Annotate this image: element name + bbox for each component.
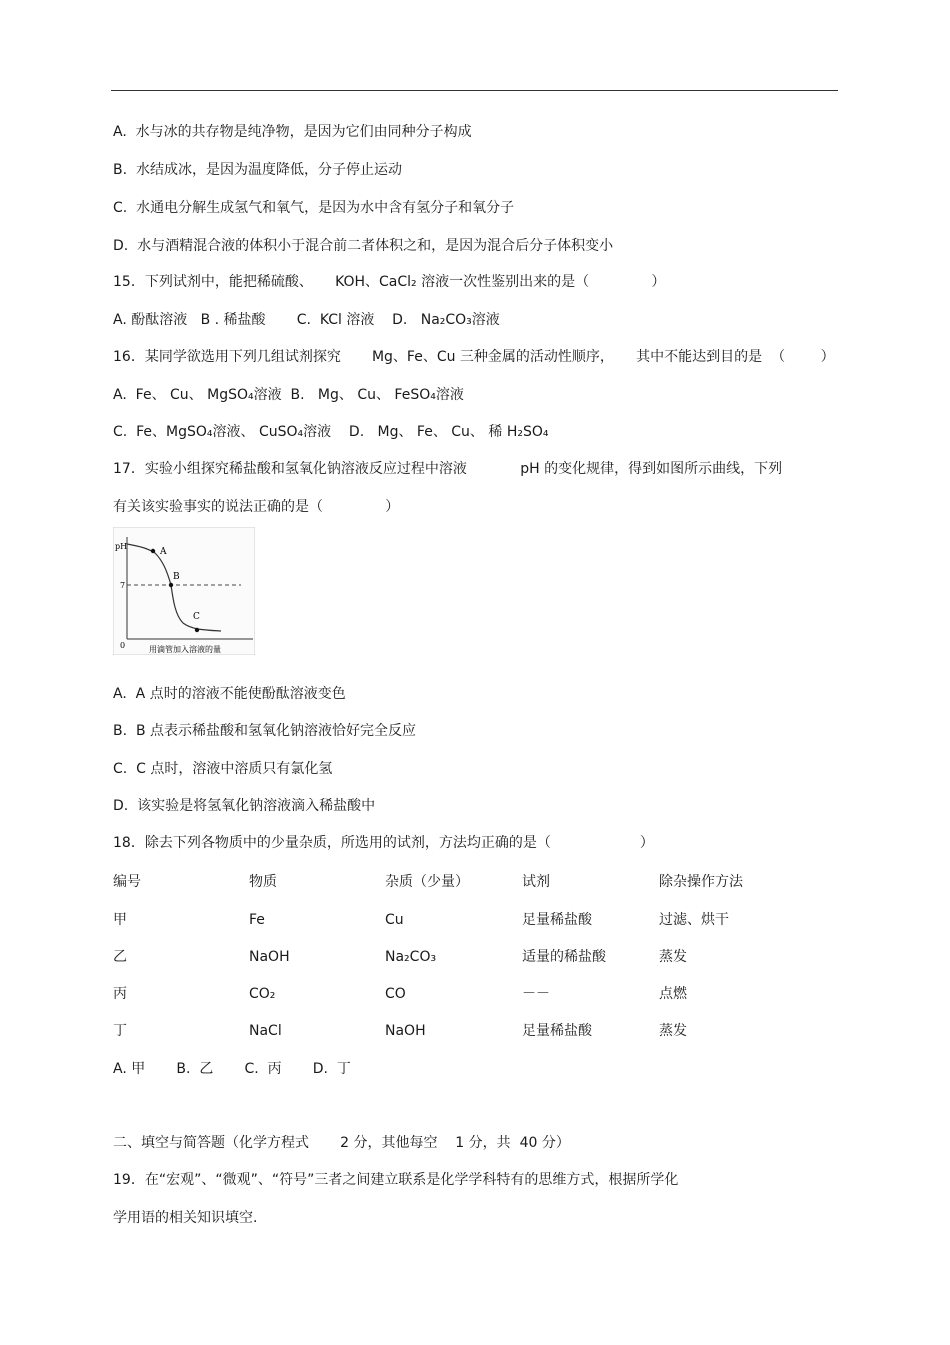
- header-cell: 试剂: [522, 874, 550, 890]
- point-a-marker: [151, 549, 155, 553]
- point-a-label: A: [160, 547, 167, 557]
- q19-line1: 19．在“宏观”、“微观”、“符号”三者之间建立联系是化学学科特有的思维方式，根据所学化: [113, 1172, 679, 1188]
- table-cell: 丙: [113, 986, 127, 1002]
- header-cell: 杂质（少量）: [385, 874, 469, 890]
- table-cell: 蒸发: [659, 949, 687, 965]
- point-b-label: B: [173, 572, 180, 582]
- table-cell: 蒸发: [659, 1023, 687, 1039]
- table-cell: Cu: [385, 912, 404, 928]
- x-axis-label: 用滴管加入溶液的量: [149, 645, 221, 654]
- table-cell: Na₂CO₃: [385, 949, 437, 965]
- q18-options: A. 甲 B. 乙 C. 丙 D. 丁: [113, 1061, 351, 1077]
- q16-options-ab: A. Fe、 Cu、 MgSO₄溶液 B. Mg、 Cu、 FeSO₄溶液: [113, 387, 464, 403]
- table-cell: CO₂: [249, 986, 276, 1002]
- q17-stem-line1: 17．实验小组探究稀盐酸和氢氧化钠溶液反应过程中溶液 pH 的变化规律，得到如图所示曲线，下列: [113, 461, 783, 477]
- table-cell: 甲: [113, 912, 127, 928]
- table-cell: NaCl: [249, 1023, 282, 1039]
- q17-stem-line2: 有关该实验事实的说法正确的是（ ）: [113, 499, 400, 515]
- section-2-heading: 二、填空与简答题（化学方程式 2 分，其他每空 1 分，共 40 分）: [113, 1135, 570, 1151]
- table-cell: 适量的稀盐酸: [522, 949, 606, 965]
- q14-option-b: B. 水结成冰，是因为温度降低，分子停止运动: [113, 162, 402, 178]
- point-b-marker: [169, 583, 173, 587]
- q15-stem: 15．下列试剂中，能把稀硫酸、 KOH、CaCl₂ 溶液一次性鉴别出来的是（ ）: [113, 274, 666, 290]
- q15-options: A. 酚酞溶液 B . 稀盐酸 C. KCl 溶液 D. Na₂CO₃溶液: [113, 312, 500, 328]
- table-cell: CO: [385, 986, 406, 1002]
- q17-option-d: D. 该实验是将氢氧化钠溶液滴入稀盐酸中: [113, 798, 376, 814]
- table-cell: 点燃: [659, 986, 687, 1002]
- q19-line2: 学用语的相关知识填空.: [113, 1210, 258, 1226]
- table-cell: 足量稀盐酸: [522, 1023, 592, 1039]
- header-cell: 物质: [249, 874, 277, 890]
- y-tick-7: 7: [120, 581, 126, 590]
- ph-curve-chart: [113, 527, 255, 655]
- header-cell: 除杂操作方法: [659, 874, 743, 890]
- q14-option-a: A. 水与冰的共存物是纯净物，是因为它们由同种分子构成: [113, 124, 472, 140]
- table-cell: －－: [522, 986, 550, 1002]
- point-c-label: C: [193, 612, 200, 622]
- q17-option-a: A. A 点时的溶液不能使酚酞溶液变色: [113, 686, 346, 702]
- header-rule: [111, 90, 838, 91]
- table-cell: NaOH: [385, 1023, 426, 1039]
- table-cell: NaOH: [249, 949, 290, 965]
- point-c-marker: [195, 628, 199, 632]
- q16-options-cd: C. Fe、MgSO₄溶液、 CuSO₄溶液 D. Mg、 Fe、 Cu、 稀 H₂SO₄: [113, 424, 549, 440]
- y-axis-label: pH: [115, 542, 128, 551]
- q18-stem: 18．除去下列各物质中的少量杂质，所选用的试剂，方法均正确的是（ ）: [113, 835, 654, 851]
- table-cell: Fe: [249, 912, 265, 928]
- q16-stem: 16．某同学欲选用下列几组试剂探究 Mg、Fe、Cu 三种金属的活动性顺序， 其中不能达到目的是 （ ）: [113, 349, 835, 365]
- table-cell: 丁: [113, 1023, 127, 1039]
- table-cell: 过滤、烘干: [659, 912, 729, 928]
- table-cell: 乙: [113, 949, 127, 965]
- q17-option-b: B. B 点表示稀盐酸和氢氧化钠溶液恰好完全反应: [113, 723, 417, 739]
- table-cell: 足量稀盐酸: [522, 912, 592, 928]
- chart-frame: [113, 527, 255, 655]
- origin-label: 0: [120, 641, 126, 650]
- q14-option-d: D. 水与酒精混合液的体积小于混合前二者体积之和，是因为混合后分子体积变小: [113, 238, 614, 254]
- header-cell: 编号: [113, 874, 141, 890]
- q17-option-c: C. C 点时，溶液中溶质只有氯化氢: [113, 761, 333, 777]
- q14-option-c: C. 水通电分解生成氢气和氧气，是因为水中含有氢分子和氧分子: [113, 200, 515, 216]
